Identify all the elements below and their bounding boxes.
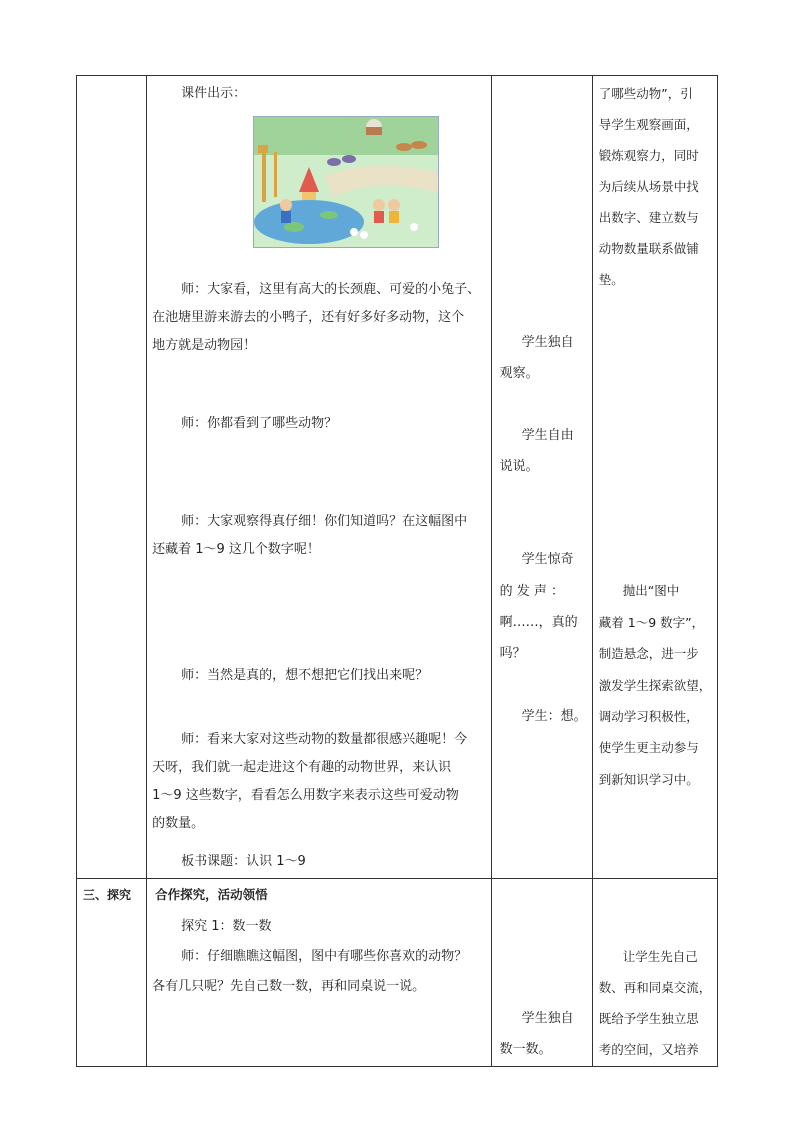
intent-line: 出数字、建立数与	[598, 210, 699, 225]
student-activity-cell	[491, 76, 592, 879]
intent-line: 激发学生探索欲望，	[598, 678, 712, 693]
student-line: 学生独自	[521, 335, 574, 350]
intent-line: 到新知识学习中。	[598, 772, 699, 787]
teacher-activity-cell	[147, 879, 492, 1067]
intent-line: 动物数量联系做铺	[598, 241, 699, 256]
paragraph-line: 还藏着 1～9 这几个数字呢！	[152, 542, 320, 557]
student-line: 吗？	[499, 646, 526, 661]
student-activity-cell	[491, 879, 592, 1067]
paragraph-line: 在池塘里游来游去的小鸭子，还有好多好多动物，这个	[152, 310, 465, 325]
intent-line: 数、再和同桌交流，	[598, 980, 712, 995]
student-line: 观察。	[499, 366, 539, 381]
explore-title: 探究 1：数一数	[181, 919, 272, 934]
intent-line: 锻炼观察力，同时	[598, 148, 699, 163]
stage-label: 三、探究	[83, 888, 132, 902]
intent-line: 考的空间，又培养	[598, 1042, 699, 1057]
student-line: 学生独自	[521, 1011, 574, 1026]
courseware-label: 课件出示：	[181, 86, 247, 101]
stage-cell	[77, 76, 147, 879]
board-title: 板书课题：认识 1～9	[181, 854, 306, 869]
paragraph-line: 1～9 这些数字，看看怎么用数字来表示这些可爱动物	[152, 788, 459, 803]
paragraph-line: 师：大家观察得真仔细！你们知道吗？在这幅图中	[181, 514, 468, 529]
intent-line: 垫。	[598, 272, 624, 287]
paragraph-line: 的数量。	[152, 816, 205, 831]
paragraph-line: 师：你都看到了哪些动物？	[181, 416, 338, 431]
section-heading: 合作探究，活动领悟	[155, 887, 268, 902]
intent-line: 藏着 1～9 数字”，	[598, 615, 705, 630]
paragraph-line: 天呀，我们就一起走进这个有趣的动物世界，来认识	[152, 760, 452, 775]
table-row	[77, 76, 718, 879]
student-line: 啊……，真的	[499, 615, 578, 630]
student-line: 学生惊奇	[521, 552, 574, 567]
lesson-table	[76, 75, 718, 1067]
intent-line: 让学生先自己	[622, 949, 698, 964]
intent-line: 制造悬念，进一步	[598, 646, 699, 661]
intent-line: 使学生更主动参与	[598, 740, 699, 755]
design-intent-cell	[592, 879, 717, 1067]
paragraph-line: 师：当然是真的，想不想把它们找出来呢？	[181, 668, 429, 683]
table-row	[77, 879, 718, 1067]
student-line: 的 发 声 ：	[499, 584, 565, 599]
intent-line: 为后续从场景中找	[598, 179, 699, 194]
student-line: 学生：想。	[521, 709, 587, 724]
paragraph-line: 师：仔细瞧瞧这幅图，图中有哪些你喜欢的动物？	[181, 949, 468, 964]
intent-line: 导学生观察画面，	[598, 117, 699, 132]
intent-line: 既给予学生独立思	[598, 1011, 699, 1026]
student-line: 学生自由	[521, 428, 574, 443]
zoo-scene-image	[253, 116, 439, 248]
design-intent-cell	[592, 76, 717, 879]
student-line: 说说。	[499, 459, 539, 474]
paragraph-line: 师：大家看，这里有高大的长颈鹿、可爱的小兔子、	[181, 282, 481, 297]
intent-line: 了哪些动物”，引	[598, 86, 693, 101]
paragraph-line: 各有几只呢？先自己数一数，再和同桌说一说。	[152, 979, 426, 994]
paragraph-line: 师：看来大家对这些动物的数量都很感兴趣呢！今	[181, 732, 468, 747]
intent-line: 调动学习积极性，	[598, 709, 699, 724]
intent-line: 抛出“图中	[622, 583, 680, 598]
stage-cell	[77, 879, 147, 1067]
student-line: 数一数。	[499, 1042, 552, 1057]
paragraph-line: 地方就是动物园！	[152, 338, 257, 353]
teacher-activity-cell	[147, 76, 492, 879]
